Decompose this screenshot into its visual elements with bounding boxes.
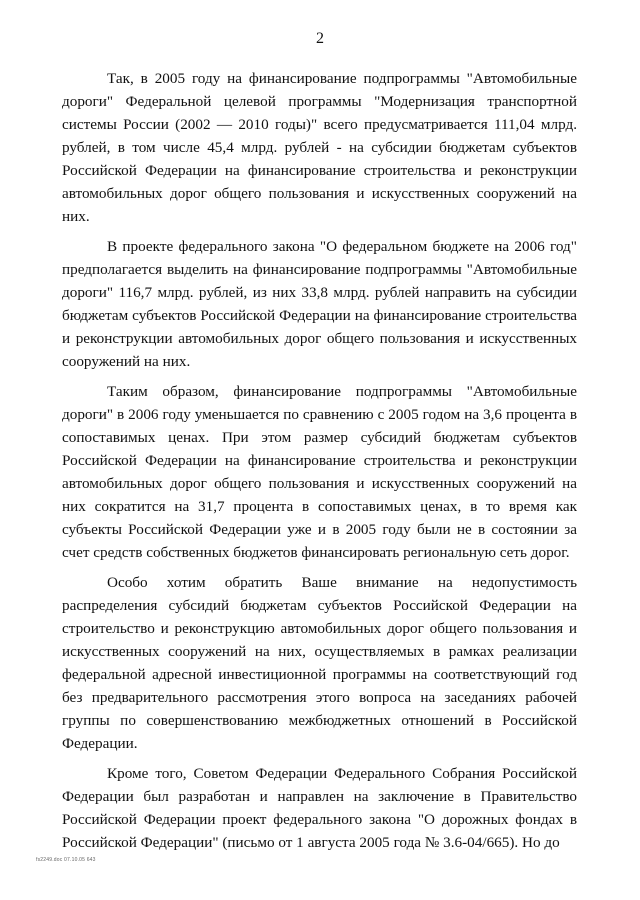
document-body (62, 67, 577, 861)
paragraph-3: Таким образом, финансирование подпрограммы "Автомобильные дороги" в 2006 году уменьшается по сравнению с 2005 годом на 3,6 процента в сопоставимых ценах. При этом размер субсидий бюджетам субъектов Российской Федерации на финансирование строительства и реконструкции автомобильных дорог общего пользования и искусственных сооружений на них сократится на 31,7 процента в сопоставимых ценах, в то время как субъекты Российской Федерации уже и в 2005 году были не в состоянии за счет средств собственных бюджетов финансировать региональную сеть дорог. (62, 383, 577, 561)
paragraph-5: Кроме того, Советом Федерации Федерального Собрания Российской Федерации был разработан и направлен на заключение в Правительство Российской Федерации проект федерального закона "О дорожных фондах в Российской Федерации" (письмо от 1 августа 2005 года № 3.6-04/665). Но до (62, 765, 577, 851)
paragraph-1: Так, в 2005 году на финансирование подпрограммы "Автомобильные дороги" Федеральной целевой программы "Модернизация транспортной системы России (2002 — 2010 годы)" всего предусматривается 111,04 млрд. рублей, в том числе 45,4 млрд. рублей - на субсидии бюджетам субъектов Российской Федерации на финансирование строительства и реконструкции автомобильных дорог общего пользования и искусственных сооружений на них. (62, 70, 577, 225)
paragraph-2: В проекте федерального закона "О федеральном бюджете на 2006 год" предполагается выделить на финансирование подпрограммы "Автомобильные дороги" 116,7 млрд. рублей, из них 33,8 млрд. рублей направить на субсидии бюджетам субъектов Российской Федерации на финансирование строительства и реконструкции автомобильных дорог общего пользования и искусственных сооружений на них. (62, 238, 577, 370)
paragraph-4: Особо хотим обратить Ваше внимание на недопустимость распределения субсидий бюджетам субъектов Российской Федерации на строительство и реконструкцию автомобильных дорог общего пользования и искусственных сооружений на них, осуществляемых в рамках реализации федеральной адресной инвестиционной программы на соответствующий год без предварительного рассмотрения этого вопроса на заседаниях рабочей группы по совершенствованию межбюджетных отношений в Российской Федерации. (62, 574, 577, 752)
footer-file-code: fs2249.doc 07.10.05 643 (36, 857, 96, 863)
page-number: 2 (316, 30, 324, 47)
